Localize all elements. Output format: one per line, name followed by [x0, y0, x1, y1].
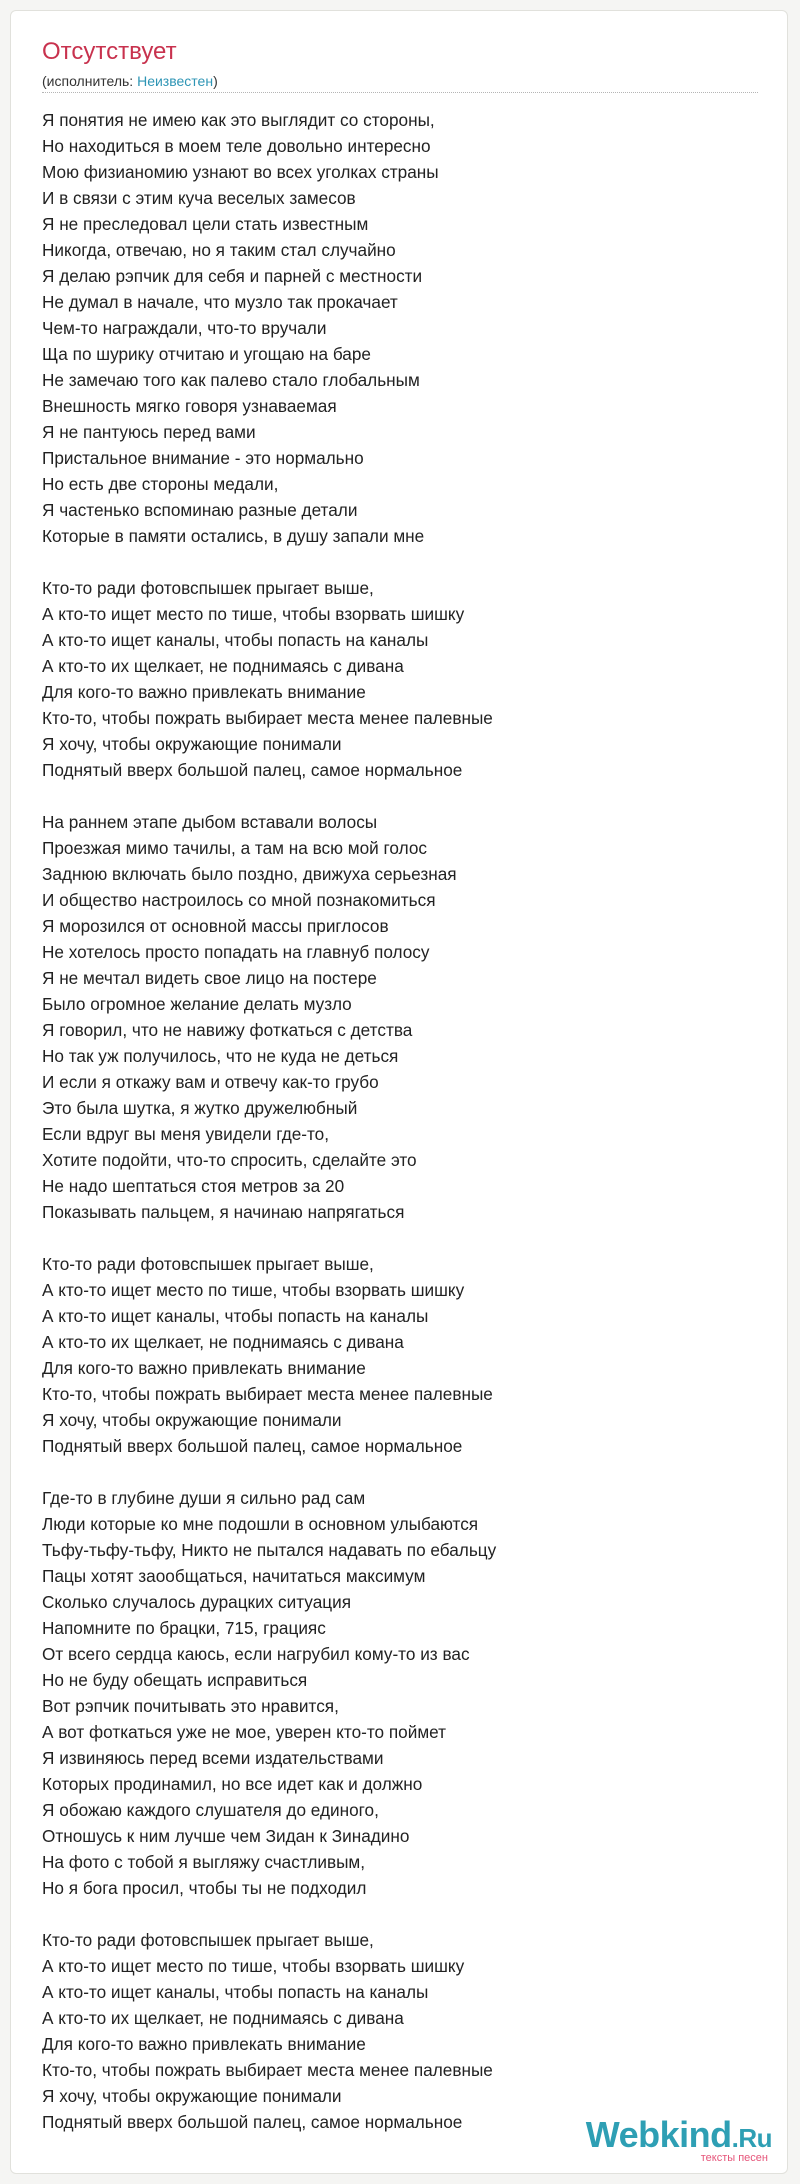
lyric-line: Где-то в глубине души я сильно рад сам — [42, 1488, 366, 1508]
lyric-line: Но не буду обещать исправиться — [42, 1670, 308, 1690]
lyric-line: А кто-то их щелкает, не поднимаясь с дивана — [42, 1332, 404, 1352]
lyric-line: Сколько случалось дурацких ситуация — [42, 1592, 352, 1612]
lyrics-stanza — [42, 1927, 758, 2135]
lyrics-stanza — [42, 1485, 758, 1901]
artist-suffix: ) — [213, 73, 218, 89]
lyric-line: Чем-то награждали, что-то вручали — [42, 318, 327, 338]
lyric-line: Поднятый вверх большой палец, самое нормальное — [42, 2112, 463, 2132]
lyric-line: Я говорил, что не навижу фоткаться с детства — [42, 1020, 413, 1040]
lyric-line: Кто-то, чтобы пожрать выбирает места менее палевные — [42, 2060, 493, 2080]
lyric-line: Поднятый вверх большой палец, самое нормальное — [42, 1436, 463, 1456]
lyric-line: А вот фоткаться уже не мое, уверен кто-то поймет — [42, 1722, 447, 1742]
lyric-line: Тьфу-тьфу-тьфу, Никто не пытался надавать по ебальцу — [42, 1540, 497, 1560]
artist-link[interactable]: Неизвестен — [137, 73, 214, 89]
logo-tld: .Ru — [731, 2123, 772, 2153]
lyric-line: Я не преследовал цели стать известным — [42, 214, 369, 234]
lyric-line: А кто-то их щелкает, не поднимаясь с дивана — [42, 656, 404, 676]
lyric-line: А кто-то ищет место по тише, чтобы взорвать шишку — [42, 604, 465, 624]
lyric-line: Но я бога просил, чтобы ты не подходил — [42, 1878, 367, 1898]
lyric-line: Но есть две стороны медали, — [42, 474, 279, 494]
lyric-line: Я морозился от основной массы приглосов — [42, 916, 389, 936]
lyric-line: Показывать пальцем, я начинаю напрягаться — [42, 1202, 405, 1222]
lyric-line: Я хочу, чтобы окружающие понимали — [42, 734, 342, 754]
lyric-line: Я хочу, чтобы окружающие понимали — [42, 2086, 342, 2106]
lyric-line: Проезжая мимо тачилы, а там на всю мой голос — [42, 838, 427, 858]
lyric-line: Это была шутка, я жутко дружелюбный — [42, 1098, 358, 1118]
lyric-line: Не думал в начале, что музло так прокачает — [42, 292, 398, 312]
lyric-line: Я понятия не имею как это выглядит со стороны, — [42, 110, 435, 130]
song-title: Отсутствует — [42, 38, 177, 65]
lyric-line: Кто-то ради фотовспышек прыгает выше, — [42, 1930, 374, 1950]
lyric-line: Поднятый вверх большой палец, самое нормальное — [42, 760, 463, 780]
lyric-line: Я частенько вспоминаю разные детали — [42, 500, 358, 520]
lyric-line: Люди которые ко мне подошли в основном улыбаются — [42, 1514, 479, 1534]
lyric-line: Но так уж получилось, что не куда не деться — [42, 1046, 399, 1066]
lyric-line: Внешность мягко говоря узнаваемая — [42, 396, 337, 416]
lyric-line: А кто-то ищет каналы, чтобы попасть на каналы — [42, 630, 429, 650]
lyric-line: А кто-то ищет каналы, чтобы попасть на каналы — [42, 1982, 429, 2002]
lyric-line: Которых продинамил, но все идет как и должно — [42, 1774, 423, 1794]
lyric-line: Напомните по брацки, 715, грацияс — [42, 1618, 326, 1638]
lyrics-stanza — [42, 1251, 758, 1459]
lyrics-stanza — [42, 575, 758, 783]
lyric-line: Кто-то, чтобы пожрать выбирает места менее палевные — [42, 708, 493, 728]
lyric-line: Для кого-то важно привлекать внимание — [42, 1358, 366, 1378]
lyric-line: Ща по шурику отчитаю и угощаю на баре — [42, 344, 371, 364]
lyric-line: Было огромное желание делать музло — [42, 994, 352, 1014]
lyric-line: Но находиться в моем теле довольно интересно — [42, 136, 431, 156]
lyrics-stanza — [42, 809, 758, 1225]
logo-tagline: тексты песен — [700, 2152, 768, 2164]
lyric-line: И общество настроилось со мной познакомиться — [42, 890, 436, 910]
lyric-line: Не замечаю того как палево стало глобальным — [42, 370, 420, 390]
lyric-line: И в связи с этим куча веселых замесов — [42, 188, 356, 208]
logo-wordmark — [585, 2114, 772, 2155]
title-divider — [42, 92, 758, 93]
lyric-line: Заднюю включать было поздно, движуха серьезная — [42, 864, 457, 884]
lyric-line: А кто-то ищет место по тише, чтобы взорвать шишку — [42, 1956, 465, 1976]
lyric-line: Кто-то ради фотовспышек прыгает выше, — [42, 1254, 374, 1274]
lyric-line: Я делаю рэпчик для себя и парней с местности — [42, 266, 423, 286]
lyric-line: Хотите подойти, что-то спросить, сделайте это — [42, 1150, 417, 1170]
lyric-line: Для кого-то важно привлекать внимание — [42, 2034, 366, 2054]
lyric-line: Я обожаю каждого слушателя до единого, — [42, 1800, 379, 1820]
lyric-line: И если я откажу вам и отвечу как-то грубо — [42, 1072, 379, 1092]
lyric-line: От всего сердца каюсь, если нагрубил кому-то из вас — [42, 1644, 470, 1664]
lyric-line: Кто-то, чтобы пожрать выбирает места менее палевные — [42, 1384, 493, 1404]
lyric-line: Никогда, отвечаю, но я таким стал случайно — [42, 240, 396, 260]
lyric-line: А кто-то ищет место по тише, чтобы взорвать шишку — [42, 1280, 465, 1300]
lyrics-stanza — [42, 107, 758, 549]
artist-prefix: (исполнитель: — [42, 73, 138, 89]
lyric-line: На фото с тобой я выгляжу счастливым, — [42, 1852, 366, 1872]
site-logo[interactable] — [585, 2114, 772, 2164]
lyric-line: Пристальное внимание - это нормально — [42, 448, 364, 468]
lyric-line: Я не мечтал видеть свое лицо на постере — [42, 968, 377, 988]
lyric-line: А кто-то ищет каналы, чтобы попасть на каналы — [42, 1306, 429, 1326]
lyric-line: Которые в памяти остались, в душу запали мне — [42, 526, 425, 546]
lyric-line: Вот рэпчик почитывать это нравится, — [42, 1696, 339, 1716]
lyric-line: Не хотелось просто попадать на главнуб полосу — [42, 942, 430, 962]
logo-name: Webkind — [585, 2114, 732, 2155]
lyric-line: Я хочу, чтобы окружающие понимали — [42, 1410, 342, 1430]
lyric-line: Для кого-то важно привлекать внимание — [42, 682, 366, 702]
song-meta — [42, 74, 218, 88]
lyric-line: На раннем этапе дыбом вставали волосы — [42, 812, 378, 832]
lyric-line: Если вдруг вы меня увидели где-то, — [42, 1124, 330, 1144]
lyric-line: Не надо шептаться стоя метров за 20 — [42, 1176, 345, 1196]
lyric-line: Кто-то ради фотовспышек прыгает выше, — [42, 578, 374, 598]
lyrics-body — [42, 107, 758, 2161]
lyric-line: А кто-то их щелкает, не поднимаясь с дивана — [42, 2008, 404, 2028]
lyric-line: Я извиняюсь перед всеми издательствами — [42, 1748, 384, 1768]
lyric-line: Отношусь к ним лучше чем Зидан к Зинадино — [42, 1826, 410, 1846]
lyric-line: Мою физианомию узнают во всех уголках страны — [42, 162, 439, 182]
lyric-line: Я не пантуюсь перед вами — [42, 422, 256, 442]
lyric-line: Пацы хотят заообщаться, начитаться максимум — [42, 1566, 426, 1586]
